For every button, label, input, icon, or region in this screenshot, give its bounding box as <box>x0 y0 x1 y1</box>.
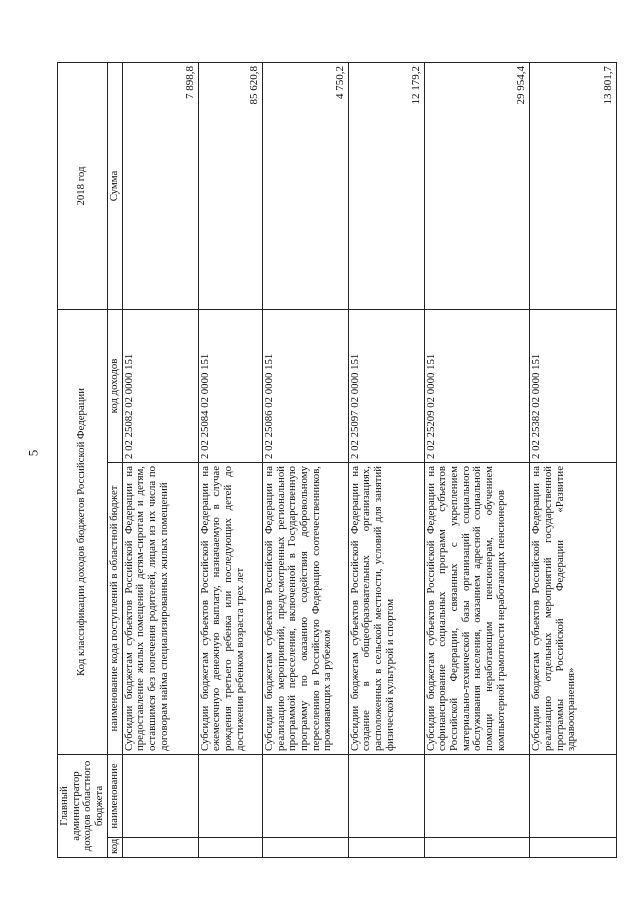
row-sum: 12 179,2 <box>348 63 424 310</box>
row-sum: 7 898,8 <box>122 63 198 310</box>
row-code: 2 02 25382 02 0000 151 <box>530 310 617 463</box>
header-class-group: Код классификации доходов бюджетов Российской Федерации <box>58 310 108 755</box>
header-year: 2018 год <box>58 63 108 310</box>
row-code: 2 02 25084 02 0000 151 <box>198 310 262 463</box>
row-name: Субсидии бюджетам субъектов Российской Федерации на реализацию мероприятий, предусмотренных региональной программой переселения, включенной в Государственную программу по оказанию содействия добровольному переселению в Российскую Федерацию соотечественников, проживающих за рубежом <box>263 463 349 755</box>
row-name: Субсидии бюджетам субъектов Российской Федерации на ежемесячную денежную выплату, назначаемую в случае рождения третьего ребенка или последующих детей до достижения ребенком возраста трех лет <box>198 463 262 755</box>
row-name: Субсидии бюджетам субъектов Российской Федерации на создание в общеобразовательных организациях, расположенных в сельской местности, условий для занятий физической культурой и спортом <box>348 463 424 755</box>
row-name: Субсидии бюджетам субъектов Российской Федерации на предоставление жилых помещений детям-сиротам и детям, оставшимся без попечения родителей, лицам из их числа по договорам найма специализированных жилых помещений <box>122 463 198 755</box>
admin-name-cell <box>424 755 530 838</box>
row-sum: 85 620,8 <box>198 63 262 310</box>
header-row-1 <box>58 63 108 858</box>
row-name: Субсидии бюджетам субъектов Российской Федерации на софинансирование социальных программ субъектов Российской Федерации, связанных с укреплением материально-технической базы организаций социального обслуживания населения, оказанием адресной социальной помощи неработающим пенсионерам, обучением компьютерной грамотности неработающих пенсионеров <box>424 463 530 755</box>
revenue-table <box>57 62 617 858</box>
rotated-page <box>57 63 617 858</box>
row-sum: 4 750,2 <box>263 63 349 310</box>
header-row-2 <box>107 63 122 858</box>
admin-code-cell <box>122 838 198 858</box>
header-class-name: наименование кода поступлений в областной бюджет <box>107 463 122 755</box>
page-number: 5 <box>25 449 41 457</box>
admin-code-cell <box>348 838 424 858</box>
header-admin-code: код <box>107 838 122 858</box>
table-row <box>263 63 349 858</box>
admin-name-cell <box>122 755 198 838</box>
table-row <box>348 63 424 858</box>
header-sum: Сумма <box>107 63 122 310</box>
admin-name-cell <box>198 755 262 838</box>
admin-name-cell <box>530 755 617 838</box>
table-row <box>530 63 617 858</box>
admin-name-cell <box>348 755 424 838</box>
table-row <box>122 63 198 858</box>
admin-name-cell <box>263 755 349 838</box>
admin-code-cell <box>263 838 349 858</box>
admin-code-cell <box>424 838 530 858</box>
row-sum: 13 801,7 <box>530 63 617 310</box>
admin-code-cell <box>198 838 262 858</box>
header-admin-group: Главный администратор доходов областного бюджета <box>58 755 108 858</box>
table-row <box>198 63 262 858</box>
row-code: 2 02 25097 02 0000 151 <box>348 310 424 463</box>
row-sum: 29 954,4 <box>424 63 530 310</box>
row-code: 2 02 25209 02 0000 151 <box>424 310 530 463</box>
header-admin-name: наименование <box>107 755 122 838</box>
table-row <box>424 63 530 858</box>
row-name: Субсидии бюджетам субъектов Российской Федерации на реализацию отдельных мероприятий государственной программы Российской Федерации «Развитие здравоохранения» <box>530 463 617 755</box>
header-class-code: код доходов <box>107 310 122 463</box>
admin-code-cell <box>530 838 617 858</box>
row-code: 2 02 25086 02 0000 151 <box>263 310 349 463</box>
row-code: 2 02 25082 02 0000 151 <box>122 310 198 463</box>
